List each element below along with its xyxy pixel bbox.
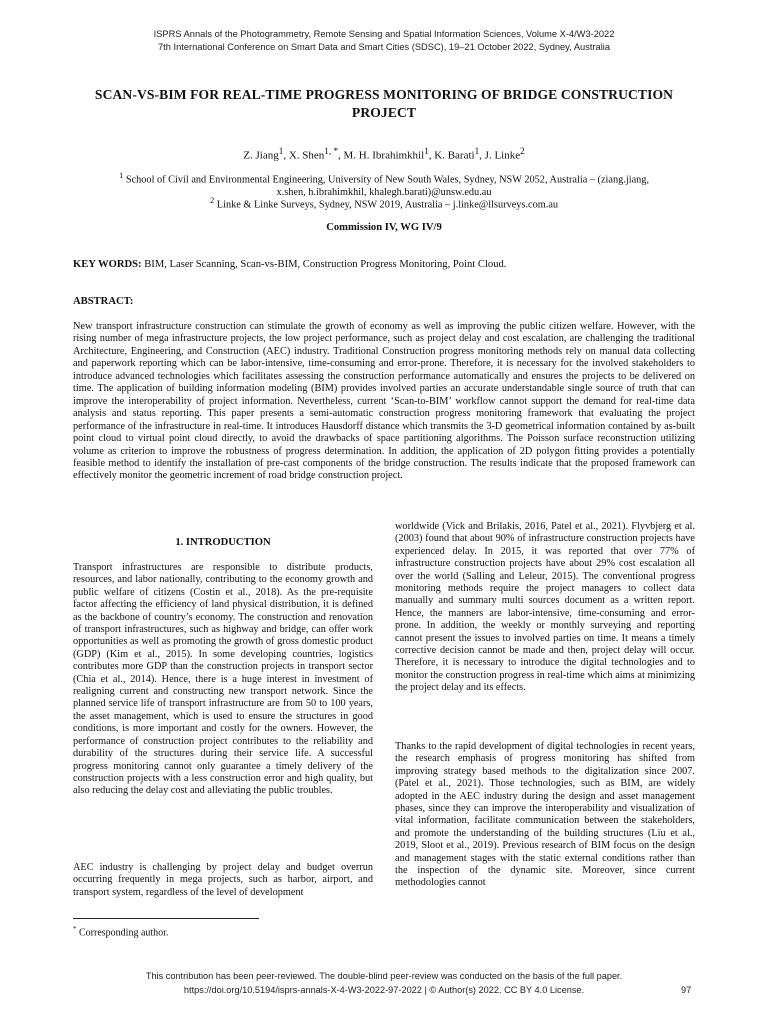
affiliation-1-line2: x.shen, h.ibrahimkhil, khalegh.barati)@unsw.edu.au [276, 186, 492, 198]
affiliation-2-line: Linke & Linke Surveys, Sydney, NSW 2019, Australia – j.linke@llsurveys.com.au [214, 199, 559, 211]
peer-review-note: This contribution has been peer-reviewed. The double-blind peer-review was conducted on the basis of the full paper. [145, 971, 623, 981]
author-name: , M. H. Ibrahimkhil [338, 149, 425, 162]
body-paragraph: worldwide (Vick and Brilakis, 2016, Patel et al., 2021). Flyvbjerg et al. (2003) found that about 90% of infrastructure construction projects have experienced delay. In 2015, it was reported that over 77% of infrastructure construction projects have about 29% cost escalation all over the world (Salling and Leleur, 2015). The conventional progress monitoring methods require the project managers to collect data manually and summary multi sources document as a written report. Hence, the manners are labor-intensive, time-consuming and error-prone. In addition, the weekly or monthly surveying and reporting cannot present the issues to involved parties on time. It means a timely corrective decision cannot be made and then, project delay will occur. Therefore, it is necessary to introduce the digital technologies and to monitor the construction progress in real-time which aims at minimizing the project delay and its effects. [395, 521, 695, 694]
author-affiliation-mark: 1 [424, 146, 429, 156]
keywords-text: BIM, Laser Scanning, Scan-vs-BIM, Construction Progress Monitoring, Point Cloud. [141, 259, 507, 270]
affiliation-1-line1: School of Civil and Environmental Engineering, University of New South Wales, Sydney, NSW 2052, Australia – (ziang.jiang, [123, 174, 650, 186]
author-affiliation-mark: 1 [278, 146, 284, 156]
keywords [73, 259, 695, 270]
journal-header-line1: ISPRS Annals of the Photogrammetry, Remote Sensing and Spatial Information Sciences, Volume X-4/W3-2022 [153, 29, 615, 39]
journal-header-line2: 7th International Conference on Smart Data and Smart Cities (SDSC), 19–21 October 2022, Sydney, Australia [158, 42, 610, 52]
footnote-mark: * [73, 925, 77, 933]
body-paragraph: AEC industry is challenging by project delay and budget overrun occurring frequently in mega projects, such as harbor, airport, and transport system, regardless of the level of development [73, 862, 373, 898]
right-column-continued [395, 741, 695, 890]
body-paragraph: Thanks to the rapid development of digital technologies in recent years, the research emphasis of progress monitoring has shifted from improving strategy based methods to the digitalization since 2007. (Patel et al., 2021). Those technologies, such as BIM, are widely adopted in the AEC industry during the design and asset management phases, since they can improve the interoperability and visualization of vital information, facilitate communication between the stakeholders, and promote the understanding of the building structures (Liu et al., 2019, Sloot et al., 2019). Previous research of BIM focus on the design and management stages with the static external conditions rather than the inspection of the dynamic site. Moreover, since current methodologies cannot [395, 741, 695, 889]
body-paragraph: Transport infrastructures are responsible to distribute products, resources, and labor nationally, contributing to the economy growth and public welfare of citizens (Costin et al., 2018). As the pre-requisite factor affecting the efficiency of land physical distribution, it is defined as the backbone of country’s economy. The construction and renovation of transport infrastructures, such as highway and bridge, can offer work opportunities as well as promoting the growth of gross domestic product (GDP) (Kim et al., 2015). In some developing countries, logistics contributes more GDP than the construction projects in transport sector (Chia et al., 2014). Hence, there is a huge interest in investment of realigning current and constructing new transport network. Since the planned service life of transport infrastructure are from 50 to 100 years, the asset management, which is used to ensure the structures in good conditions, is more important and costly for the owners. However, the performance of construction project contributes to the reliability and durability of the structures during their service life. A successful progress monitoring cannot only guarantee a timely delivery of the construction projects with a less construction error and high quality, but also reducing the delay cost and alleviating the public troubles. [73, 562, 373, 797]
abstract-text: New transport infrastructure construction can stimulate the growth of economy as well as improving the public citizen welfare. However, with the rising number of mega infrastructure projects, the low project performance, such as project delay and cost escalation, are challenging the traditional Architecture, Engineering, and Construction (AEC) industry. Traditional Construction progress monitoring methods rely on manual data collecting and paperwork reporting which can be labor-intensive, time-consuming and error-prone. Therefore, it is necessary for the involved stakeholders to introduce advanced technologies which facilitates assessing the construction performance automatically and ensures the projects to be delivered on time. The application of building information modeling (BIM) provides involved parties an accurate understandable single source of truth that can improve the interoperability of project information. Nevertheless, current ‘Scan-to-BIM’ workflow cannot support the demand for real-time data analysis and status reporting. This paper presents a semi-automatic construction progress monitoring framework that evaluating the project performance of the infrastructure in real-time. It introduces Hausdorff distance which transmits the 3-D geometrical information contained by as-built point cloud to virtual point cloud directly, to avoid the drawbacks of space partitioning algorithms. The Poisson surface reconstruction utilizing volume as criterion to improve the robustness of progress determination. In addition, the application of 2D polygon fitting provides a potentially feasible method to identify the installation of pre-cast components of the bridge construction. The results indicate that the proposed framework can effectively monitor the geometric increment of road bridge construction project. [73, 321, 695, 482]
affiliation-mark: 1 [118, 170, 124, 180]
author-name: , K. Barati [428, 149, 475, 162]
section-heading: 1. INTRODUCTION [175, 537, 271, 548]
commission-line: Commission IV, WG IV/9 [326, 222, 442, 233]
page-number: 97 [681, 985, 692, 995]
footnote [73, 925, 168, 938]
author-list [0, 146, 768, 162]
paper-title: SCAN-VS-BIM FOR REAL-TIME PROGRESS MONITORING OF BRIDGE CONSTRUCTION PROJECT [94, 87, 674, 120]
abstract-heading: ABSTRACT: [73, 296, 134, 307]
affiliation-2 [80, 194, 688, 212]
author-name: Z. Jiang [243, 149, 279, 162]
footnote-divider [73, 918, 259, 919]
right-column [395, 521, 695, 695]
author-name: , J. Linke [479, 149, 521, 162]
left-column-continued [73, 862, 373, 899]
keywords-label: KEY WORDS: [73, 259, 142, 270]
author-name: , X. Shen [283, 149, 325, 162]
footnote-text: Corresponding author. [76, 927, 169, 939]
author-affiliation-mark: 1, * [324, 146, 339, 156]
left-column [73, 562, 373, 798]
affiliation-mark: 2 [209, 195, 215, 205]
doi-license-line: https://doi.org/10.5194/isprs-annals-X-4-W3-2022-97-2022 | © Author(s) 2022. CC BY 4.0 License. [183, 985, 585, 995]
author-affiliation-mark: 1 [474, 146, 480, 156]
author-affiliation-mark: 2 [520, 146, 525, 156]
